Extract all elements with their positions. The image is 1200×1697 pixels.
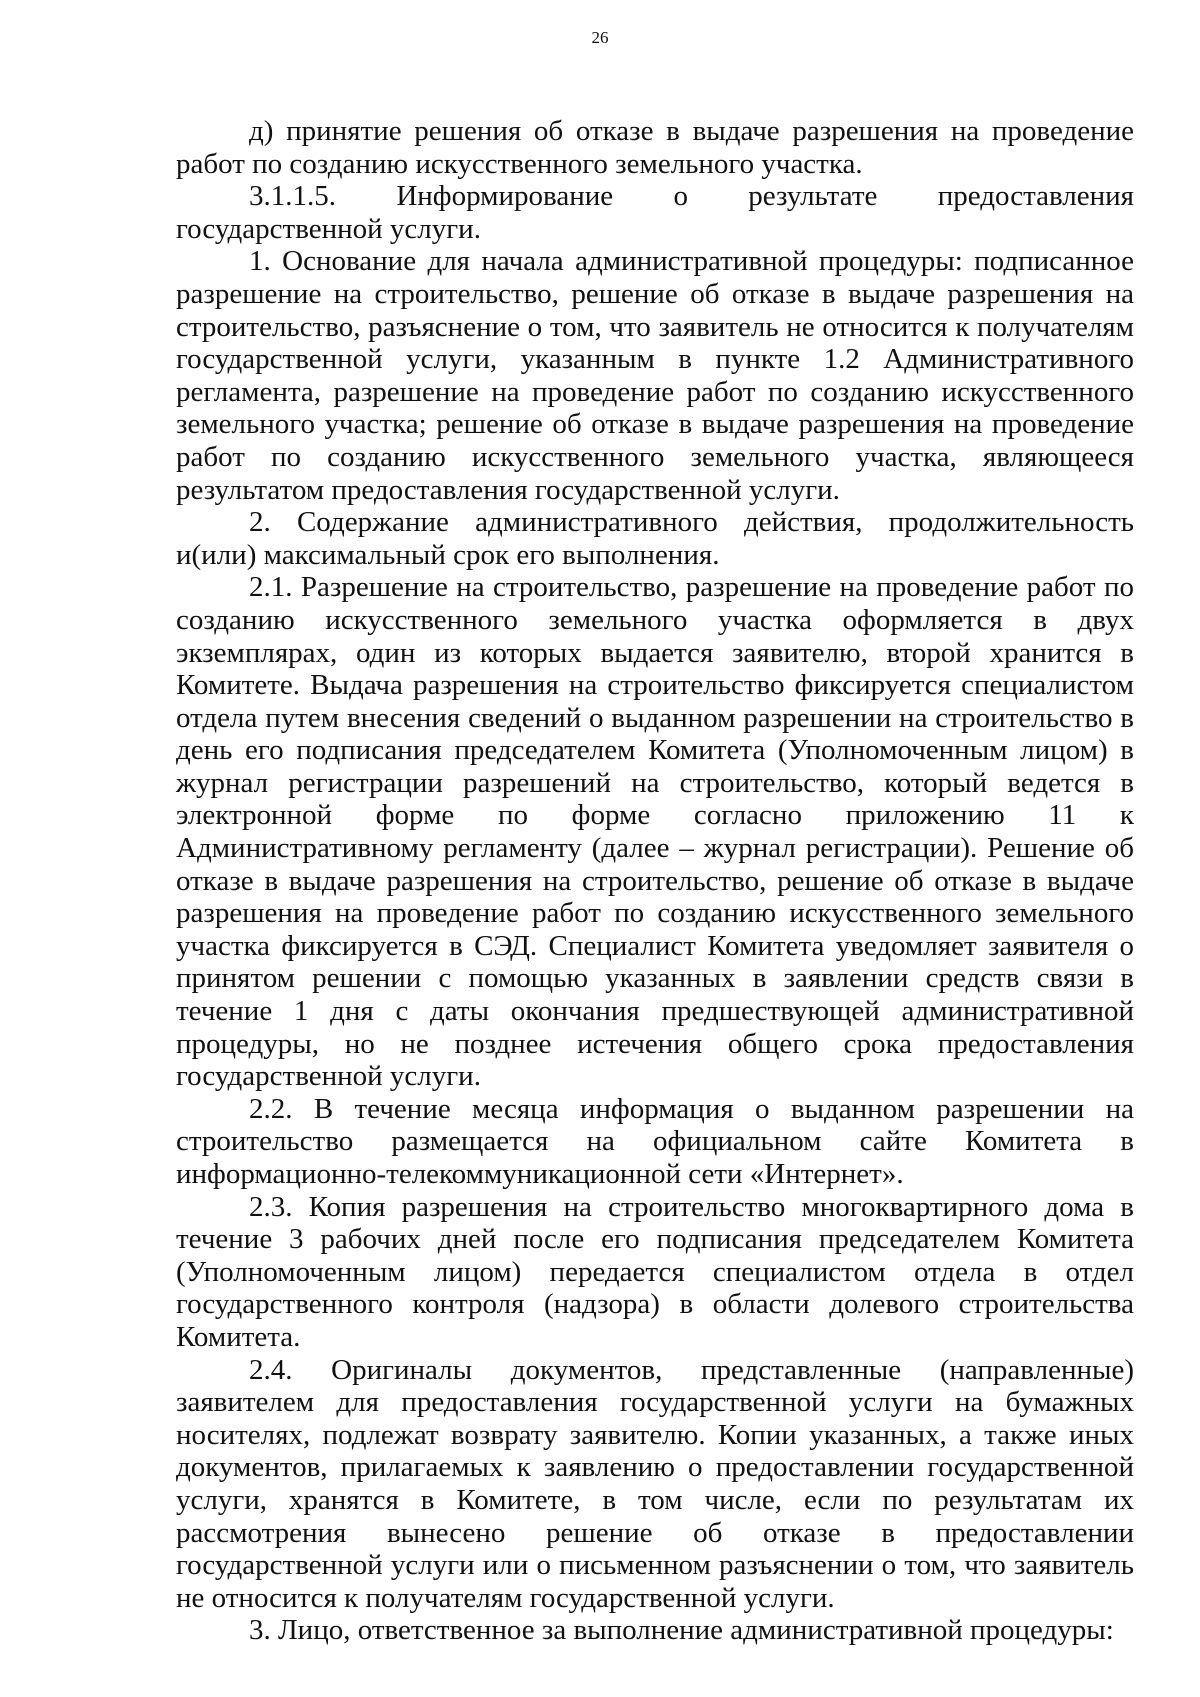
- paragraph-decision-refusal: д) принятие решения об отказе в выдаче разрешения на проведение работ по созданию искусственного земельного участка.: [176, 115, 1134, 180]
- paragraph-item-1-basis: 1. Основание для начала административной процедуры: подписанное разрешение на строительство, решение об отказе в выдаче разрешения на строительство, разъяснение о том, что заявитель не относится к получателям государственной услуги, указанным в пункте 1.2 Административного регламента, разрешение на проведение работ по созданию искусственного земельного участка; решение об отказе в выдаче разрешения на проведение работ по созданию искусственного земельного участка, являющееся результатом предоставления государственной услуги.: [176, 245, 1134, 506]
- paragraph-item-2-content: 2. Содержание административного действия, продолжительность и(или) максимальный срок его выполнения.: [176, 506, 1134, 571]
- paragraph-item-2-1: 2.1. Разрешение на строительство, разрешение на проведение работ по созданию искусственного земельного участка оформляется в двух экземплярах, один из которых выдается заявителю, второй хранится в Комитете. Выдача разрешения на строительство фиксируется специалистом отдела путем внесения сведений о выданном разрешении на строительство в день его подписания председателем Комитета (Уполномоченным лицом) в журнал регистрации разрешений на строительство, который ведется в электронной форме по форме согласно приложению 11 к Административному регламенту (далее – журнал регистрации). Решение об отказе в выдаче разрешения на строительство, решение об отказе в выдаче разрешения на проведение работ по созданию искусственного земельного участка фиксируется в СЭД. Специалист Комитета уведомляет заявителя о принятом решении с помощью указанных в заявлении средств связи в течение 1 дня с даты окончания предшествующей административной процедуры, но не позднее истечения общего срока предоставления государственной услуги.: [176, 571, 1134, 1093]
- paragraph-section-3-1-1-5: 3.1.1.5. Информирование о результате предоставления государственной услуги.: [176, 180, 1134, 245]
- document-body: [176, 115, 1134, 1647]
- paragraph-item-2-4: 2.4. Оригиналы документов, представленные (направленные) заявителем для предоставления государственной услуги на бумажных носителях, подлежат возврату заявителю. Копии указанных, а также иных документов, прилагаемых к заявлению о предоставлении государственной услуги, хранятся в Комитете, в том числе, если по результатам их рассмотрения вынесено решение об отказе в предоставлении государственной услуги или о письменном разъяснении о том, что заявитель не относится к получателям государственной услуги.: [176, 1353, 1134, 1614]
- paragraph-item-3-responsible: 3. Лицо, ответственное за выполнение административной процедуры:: [249, 1614, 1114, 1647]
- paragraph-item-2-3: 2.3. Копия разрешения на строительство многоквартирного дома в течение 3 рабочих дней после его подписания председателем Комитета (Уполномоченным лицом) передается специалистом отдела в отдел государственного контроля (надзора) в области долевого строительства Комитета.: [176, 1190, 1134, 1353]
- paragraph-item-2-2: 2.2. В течение месяца информация о выданном разрешении на строительство размещается на официальном сайте Комитета в информационно-телекоммуникационной сети «Интернет».: [176, 1092, 1134, 1190]
- page-number: 26: [591, 28, 609, 47]
